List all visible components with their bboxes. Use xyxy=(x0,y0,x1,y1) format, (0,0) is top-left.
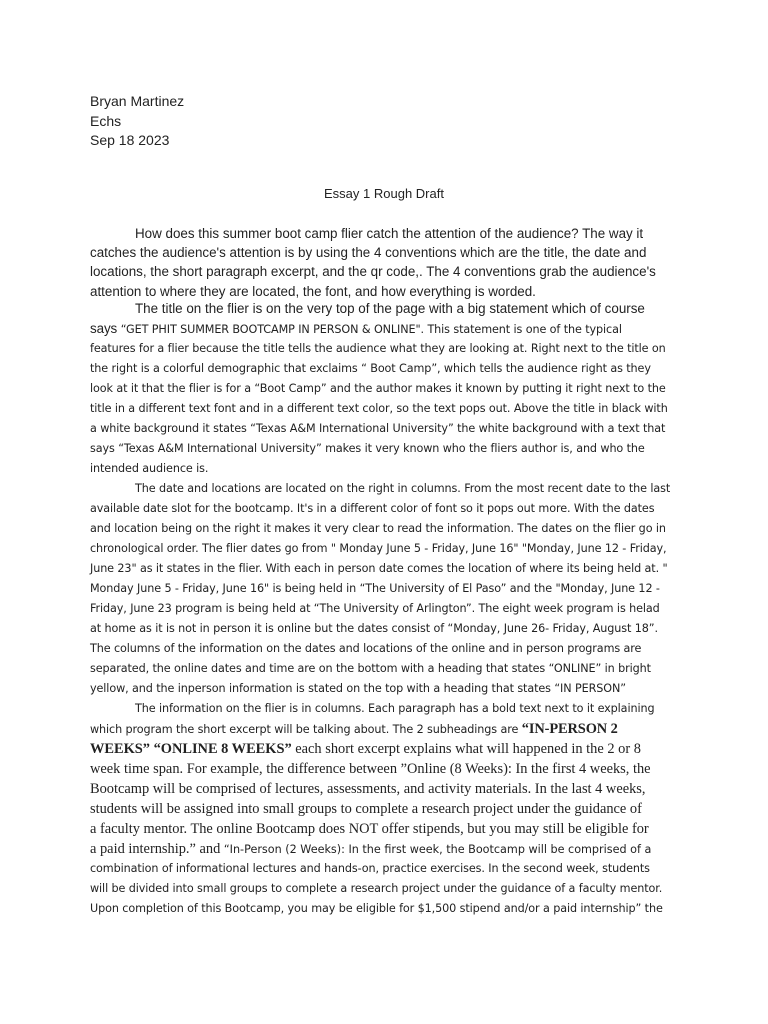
body-line: The date and locations are located on the right in columns. From the most recent date to the last xyxy=(135,482,671,495)
body-line: will be divided into small groups to complete a research project under the guidance of a faculty mentor. xyxy=(90,882,663,895)
body-line: Friday, June 23 program is being held at “The University of Arlington”. The eight week program is helad xyxy=(90,602,660,615)
intro-text: How does this summer boot camp flier catch the attention of the audience? The way it catches the audience's attention is by using the 4 conventions which are the title, the date and locations, the short paragraph excerpt, and the qr code,. The 4 conventions grab the audience's attention to where they are located, the font, and how everything is worded. xyxy=(90,226,656,299)
body-line: chronological order. The flier dates go from " Monday June 5 - Friday, June 16" "Monday, June 12 - Friday, xyxy=(90,542,667,555)
body-line: intended audience is. xyxy=(90,462,209,475)
body-line: a faculty mentor. The online Bootcamp does NOT offer stipends, but you may still be eligible for xyxy=(90,821,649,837)
body-line: which program the short excerpt will be talking about. The 2 subheadings are “IN-PERSON 2 xyxy=(90,721,618,737)
essay-body xyxy=(90,299,690,919)
body-line: students will be assigned into small groups to complete a research project under the guidance of xyxy=(90,801,642,817)
body-line: WEEKS” “ONLINE 8 WEEKS” each short excerpt explains what will happened in the 2 or 8 xyxy=(90,741,641,757)
header-block xyxy=(90,92,184,151)
body-line: Bootcamp will be comprised of lectures, assessments, and activity materials. In the last 4 weeks, xyxy=(90,781,646,797)
body-line: The title on the flier is on the very top of the page with a big statement which of course xyxy=(135,301,645,316)
body-line: and location being on the right it makes it very clear to read the information. The dates on the flier go in xyxy=(90,522,666,535)
body-line: combination of informational lectures and hands-on, practice exercises. In the second week, students xyxy=(90,862,650,875)
body-line: the right is a colorful demographic that exclaims “ Boot Camp”, which tells the audience right as they xyxy=(90,362,651,375)
body-line: at home as it is not in person it is online but the dates consist of “Monday, June 26- Friday, August 18”. xyxy=(90,622,658,635)
body-line: title in a different text font and in a different text color, so the text pops out. Above the title in black with xyxy=(90,402,668,415)
body-line: features for a flier because the title tells the audience what they are looking at. Right next to the title on xyxy=(90,342,666,355)
body-line: look at it that the flier is for a “Boot Camp” and the author makes it known by putting it right next to the xyxy=(90,382,666,395)
body-line: separated, the online dates and time are on the bottom with a heading that states “ONLINE” in bright xyxy=(90,662,651,675)
body-line: a white background it states “Texas A&M International University” the white background with a text that xyxy=(90,422,666,435)
body-line: available date slot for the bootcamp. It's in a different color of font so it pops out more. With the dates xyxy=(90,502,655,515)
body-line: Upon completion of this Bootcamp, you may be eligible for $1,500 stipend and/or a paid internship” the xyxy=(90,902,663,915)
author-name: Bryan Martinez xyxy=(90,93,185,109)
body-line: The columns of the information on the dates and locations of the online and in person programs are xyxy=(90,642,642,655)
body-line: week time span. For example, the difference between ”Online (8 Weeks): In the first 4 weeks, the xyxy=(90,761,651,777)
body-line: says “GET PHIT SUMMER BOOTCAMP IN PERSON & ONLINE". This statement is one of the typical xyxy=(90,321,622,336)
body-line: a paid internship.” and “In-Person (2 Weeks): In the first week, the Bootcamp will be comprised of a xyxy=(90,841,652,857)
body-line: Monday June 5 - Friday, June 16" is being held in “The University of El Paso” and the "Monday, June 12 - xyxy=(90,582,660,595)
essay-date: Sep 18 2023 xyxy=(90,132,170,148)
intro-paragraph xyxy=(90,224,690,301)
body-line: June 23" as it states in the flier. With each in person date comes the location of where its being held at. " xyxy=(90,562,668,575)
body-line: The information on the flier is in columns. Each paragraph has a bold text next to it explaining xyxy=(135,702,655,715)
body-line: says “Texas A&M International University” makes it very known who the fliers author is, and who the xyxy=(90,442,645,455)
school-name: Echs xyxy=(90,112,122,129)
essay-title: Essay 1 Rough Draft xyxy=(324,186,444,201)
body-line: yellow, and the inperson information is stated on the top with a heading that states “IN PERSON” xyxy=(90,682,626,695)
